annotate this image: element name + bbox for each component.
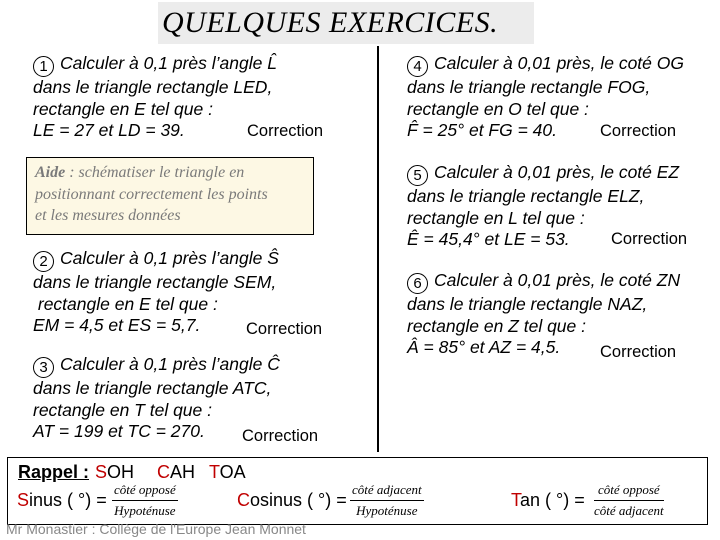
exercise-2-line-1: Calculer à 0,1 près l’angle Ŝ [60, 248, 279, 268]
sinus-numerator: côté opposé [112, 482, 178, 501]
exercise-number-6: 6 [407, 273, 428, 294]
exercise-2-line-4: EM = 4,5 et ES = 5,7. [33, 315, 201, 335]
exercise-4-line-1: Calculer à 0,01 près, le coté OG [434, 53, 684, 73]
exercise-number-3: 3 [33, 357, 54, 378]
exercise-1-line-3: rectangle en E tel que : [33, 98, 213, 119]
tan-formula-label: Tan ( °) = [511, 490, 585, 510]
mnemonic-soh: SOH [95, 462, 135, 482]
exercise-number-1: 1 [33, 56, 54, 77]
column-divider [377, 46, 379, 452]
tan-fraction [594, 482, 664, 519]
rappel-label: Rappel : [18, 462, 90, 482]
aide-line-3: et les mesures données [35, 207, 181, 224]
correction-link-2[interactable]: Correction [246, 320, 323, 338]
exercise-1-line-1: Calculer à 0,1 près l’angle L̂ [60, 53, 277, 73]
aide-box [26, 157, 314, 235]
correction-link-4[interactable]: Correction [600, 122, 677, 140]
correction-link-1[interactable]: Correction [247, 122, 324, 140]
exercise-3-line-3: rectangle en T tel que : [33, 399, 212, 420]
exercise-2 [33, 248, 279, 337]
exercise-1-line-2: dans le triangle rectangle LED, [33, 77, 273, 97]
mnemonic-toa: TOA [209, 462, 246, 482]
footer-credit: Mr Monastier : Collège de l'Europe Jean Monnet [6, 521, 306, 537]
cosinus-numerator: côté adjacent [350, 482, 424, 501]
sinus-formula-label: Sinus ( °) = [17, 490, 107, 510]
exercise-2-line-3: rectangle en E tel que : [33, 293, 218, 314]
exercise-4-line-2: dans le triangle rectangle FOG, [407, 77, 651, 97]
tan-numerator: côté opposé [594, 482, 664, 501]
exercise-2-line-2: dans le triangle rectangle SEM, [33, 272, 277, 292]
exercise-1-line-4: LE = 27 et LD = 39. [33, 120, 185, 140]
exercise-4-line-3: rectangle en O tel que : [407, 98, 589, 119]
exercise-3-line-1: Calculer à 0,1 près l’angle Ĉ [60, 354, 280, 374]
exercise-3-line-4: AT = 199 et TC = 270. [33, 421, 205, 441]
sinus-denominator: Hypoténuse [114, 503, 176, 518]
correction-link-3[interactable]: Correction [242, 427, 319, 445]
rappel-box [7, 457, 708, 525]
aide-label: Aide [35, 164, 66, 181]
exercise-5-line-3: rectangle en L tel que : [407, 207, 585, 228]
aide-line-1: : schématiser le triangle en [65, 164, 245, 181]
cosinus-fraction [350, 482, 424, 519]
sinus-fraction [112, 482, 178, 519]
exercise-5-line-2: dans le triangle rectangle ELZ, [407, 186, 645, 206]
correction-link-5[interactable]: Correction [611, 230, 688, 248]
exercise-number-2: 2 [33, 251, 54, 272]
correction-link-6[interactable]: Correction [600, 343, 677, 361]
mnemonic-cah: CAH [157, 462, 196, 482]
exercise-6-line-3: rectangle en Z tel que : [407, 315, 586, 336]
page-title: QUELQUES EXERCICES. [162, 6, 499, 39]
cosinus-formula-label: Cosinus ( °) = [237, 490, 347, 510]
exercise-4-line-4: F̂ = 25° et FG = 40. [407, 120, 557, 140]
exercise-5-line-1: Calculer à 0,01 près, le coté EZ [434, 162, 680, 182]
exercise-6-line-4: Â = 85° et AZ = 4,5. [407, 337, 561, 357]
exercise-1 [33, 53, 277, 142]
exercise-5-line-4: Ê = 45,4° et LE = 53. [407, 229, 570, 249]
exercise-number-5: 5 [407, 165, 428, 186]
aide-line-2: positionnant correctement les points [35, 185, 268, 203]
exercise-number-4: 4 [407, 56, 428, 77]
exercise-6-line-2: dans le triangle rectangle NAZ, [407, 294, 648, 314]
exercise-3-line-2: dans le triangle rectangle ATC, [33, 378, 272, 398]
cosinus-denominator: Hypoténuse [356, 503, 418, 518]
exercise-6-line-1: Calculer à 0,01 près, le coté ZN [434, 270, 681, 290]
tan-denominator: côté adjacent [594, 503, 664, 518]
